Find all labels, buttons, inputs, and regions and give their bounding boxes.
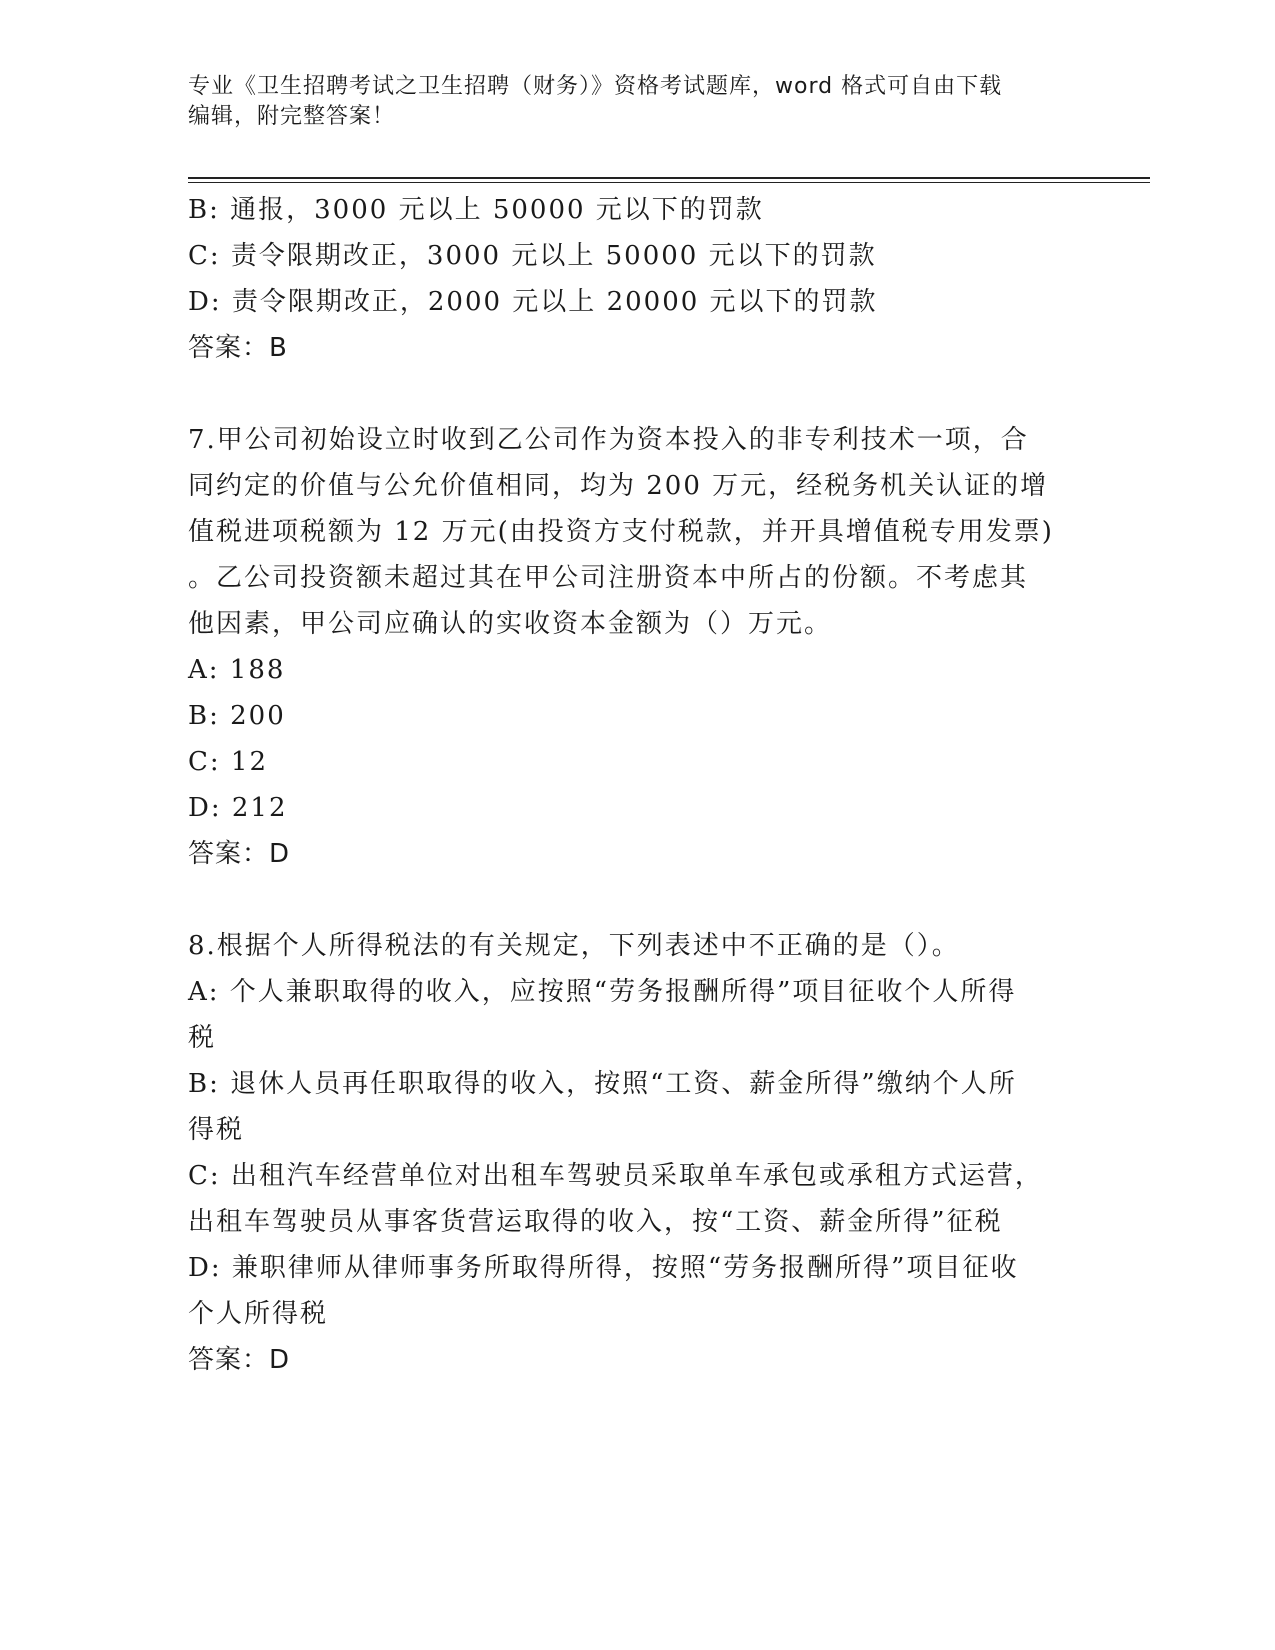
option-d: D: 212 xyxy=(188,793,288,823)
question-7 xyxy=(188,417,1078,877)
document-body xyxy=(188,187,1078,1383)
question-stem-line: 8.根据个人所得税法的有关规定，下列表述中不正确的是（）。 xyxy=(188,931,960,961)
spacer xyxy=(188,371,1078,417)
question-stem-line: 值税进项税额为 12 万元(由投资方支付税款，并开具增值税专用发票) xyxy=(188,517,1054,547)
option-a-line: 税 xyxy=(188,1023,217,1053)
header-divider-thick xyxy=(188,177,1150,179)
header-title-line-1: 专业《卫生招聘考试之卫生招聘（财务）》资格考试题库，word 格式可自由下载 xyxy=(188,74,1003,99)
question-stem-line: 他因素，甲公司应确认的实收资本金额为（）万元。 xyxy=(188,609,833,639)
option-c: C: 责令限期改正，3000 元以上 50000 元以下的罚款 xyxy=(188,241,877,271)
answer-label: 答案：D xyxy=(188,1345,291,1375)
answer-label: 答案：D xyxy=(188,839,291,869)
answer-label: 答案：B xyxy=(188,333,288,363)
option-d-line: D: 兼职律师从律师事务所取得所得，按照“劳务报酬所得”项目征收 xyxy=(188,1253,1019,1283)
option-a: A: 188 xyxy=(188,655,286,685)
page-header xyxy=(188,72,1068,132)
header-divider-thin xyxy=(188,182,1150,183)
option-d-line: 个人所得税 xyxy=(188,1299,329,1329)
spacer xyxy=(188,877,1078,923)
header-title-line-2: 编辑，附完整答案！ xyxy=(188,104,396,129)
option-b: B: 200 xyxy=(188,701,286,731)
option-d: D: 责令限期改正，2000 元以上 20000 元以下的罚款 xyxy=(188,287,878,317)
question-stem-line: 同约定的价值与公允价值相同，均为 200 万元，经税务机关认证的增 xyxy=(188,471,1049,501)
option-c-line: C: 出租汽车经营单位对出租车驾驶员采取单车承包或承租方式运营， xyxy=(188,1161,1043,1191)
option-c: C: 12 xyxy=(188,747,269,777)
question-stem-line: 7.甲公司初始设立时收到乙公司作为资本投入的非专利技术一项，合 xyxy=(188,425,1029,455)
option-a-line: A: 个人兼职取得的收入，应按照“劳务报酬所得”项目征收个人所得 xyxy=(188,977,1017,1007)
option-b-line: 得税 xyxy=(188,1115,245,1145)
question-6-tail xyxy=(188,187,1078,371)
question-stem-line: 。乙公司投资额未超过其在甲公司注册资本中所占的份额。不考虑其 xyxy=(188,563,1029,593)
question-8 xyxy=(188,923,1078,1383)
option-b: B: 通报，3000 元以上 50000 元以下的罚款 xyxy=(188,195,764,225)
option-c-line: 出租车驾驶员从事客货营运取得的收入，按“工资、薪金所得”征税 xyxy=(188,1207,1003,1237)
option-b-line: B: 退休人员再任职取得的收入，按照“工资、薪金所得”缴纳个人所 xyxy=(188,1069,1017,1099)
